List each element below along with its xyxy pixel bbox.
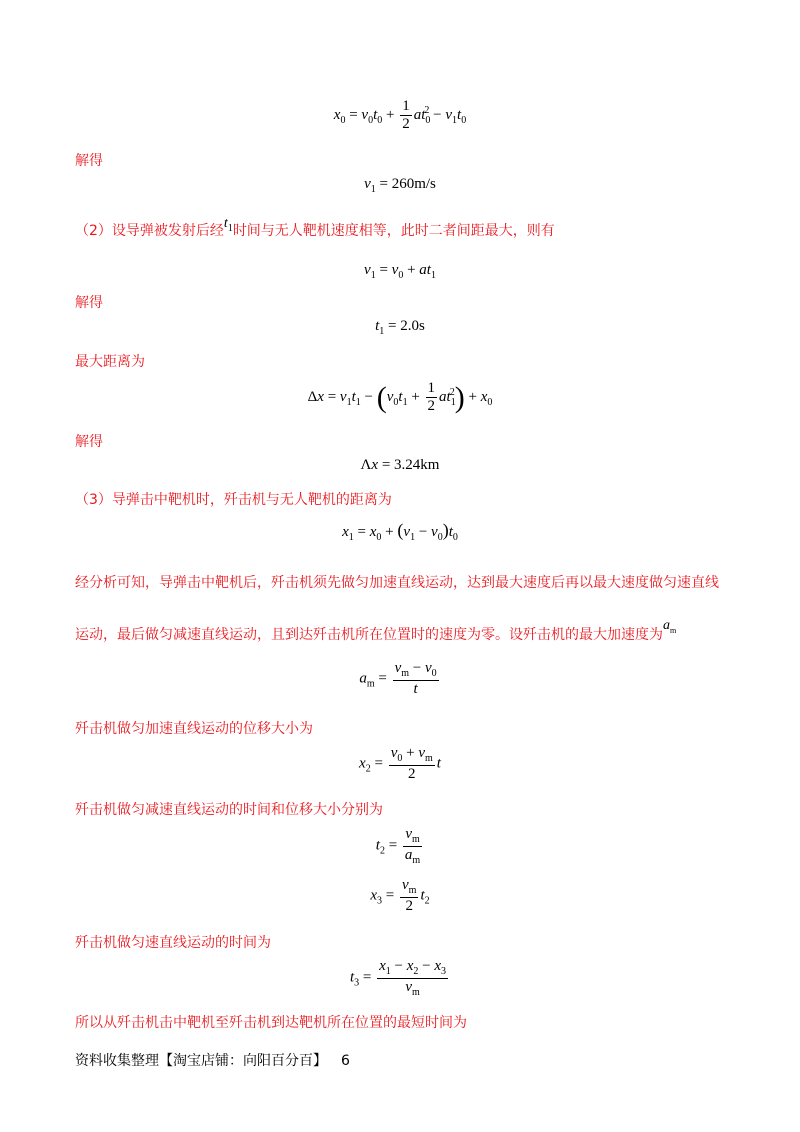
equation-x0: $x_0 = v_0t_0$ + $\frac{1}{2}$ $at_0^2 - v_1t_0$ <box>333 98 467 133</box>
v1-value: 260m/s <box>391 176 436 192</box>
text-uniform-time: 歼击机做匀速直线运动的时间为 <box>75 935 271 951</box>
equation-am: $a_m$ = $\frac{v_m - v_0}{t}$ <box>359 660 437 697</box>
equation-t1-result: $t_1 = 2.0s$ <box>375 318 425 337</box>
equation-x1: $x_1 = x_0 + (v_1 - v_0)t_0$ <box>342 520 458 543</box>
text-jiede-3: 解得 <box>75 434 103 450</box>
equation-delta-x: $\Delta x = v_1t_1 - (v_0t_1$ + $\frac{1}{2}$ $at_1^2) + x_0$ <box>307 380 493 415</box>
text-analysis-1: 经分析可知，导弹击中靶机后，歼击机须先做匀加速直线运动，达到最大速度后再以最大速度做匀速直线 <box>75 575 719 591</box>
part2-tail: 时间与无人靶机速度相等，此时二者间距最大，则有 <box>232 223 555 239</box>
text-max-dist: 最大距离为 <box>75 354 145 370</box>
analysis2-body: 运动，最后做匀减速直线运动，且到达歼击机所在位置时的速度为零。设歼击机的最大加速度为 <box>75 627 663 643</box>
text-jiede-1: 解得 <box>75 153 103 169</box>
text-decel: 歼击机做匀减速直线运动的时间和位移大小分别为 <box>75 802 383 818</box>
equation-x3: $x_3$ = $\frac{v_m}{2}$ $t_2$ <box>370 877 430 914</box>
equation-v1-v0-at1: $v_1 = v_0 + at_1$ <box>364 262 436 281</box>
equation-t3: $t_3$ = $\frac{x_1 - x_2 - x_3}{v_m}$ <box>349 958 447 998</box>
text-accel-disp: 歼击机做匀加速直线运动的位移大小为 <box>75 721 313 737</box>
page-footer <box>75 1050 350 1070</box>
footer-source: 资料收集整理【淘宝店铺：向阳百分百】 <box>75 1053 327 1069</box>
text-part2 <box>75 216 555 242</box>
am-inline: $a_m$ <box>663 618 677 635</box>
t1-inline: $t_1$ <box>223 216 233 234</box>
equation-x2: $x_2$ = $\frac{v_0 + v_m}{2}$ t <box>359 745 441 782</box>
text-jiede-2: 解得 <box>75 295 103 311</box>
text-part3: （3）导弹击中靶机时，歼击机与无人靶机的距离为 <box>75 492 392 508</box>
dx-value: 3.24km <box>394 457 440 473</box>
equation-dx-result: Λx = 3.24km <box>360 457 440 473</box>
equation-v1-result: $v_1 = 260m/s$ <box>364 176 436 195</box>
t1-value: 2.0s <box>400 318 425 334</box>
part2-head: （2）设导弹被发射后经 <box>75 223 224 239</box>
equation-t2: $t_2$ = $\frac{v_m}{a_m}$ <box>375 826 421 866</box>
text-analysis-2 <box>75 618 677 645</box>
page-number: 6 <box>341 1053 350 1069</box>
text-shortest: 所以从歼击机击中靶机至歼击机到达靶机所在位置的最短时间为 <box>75 1015 467 1031</box>
